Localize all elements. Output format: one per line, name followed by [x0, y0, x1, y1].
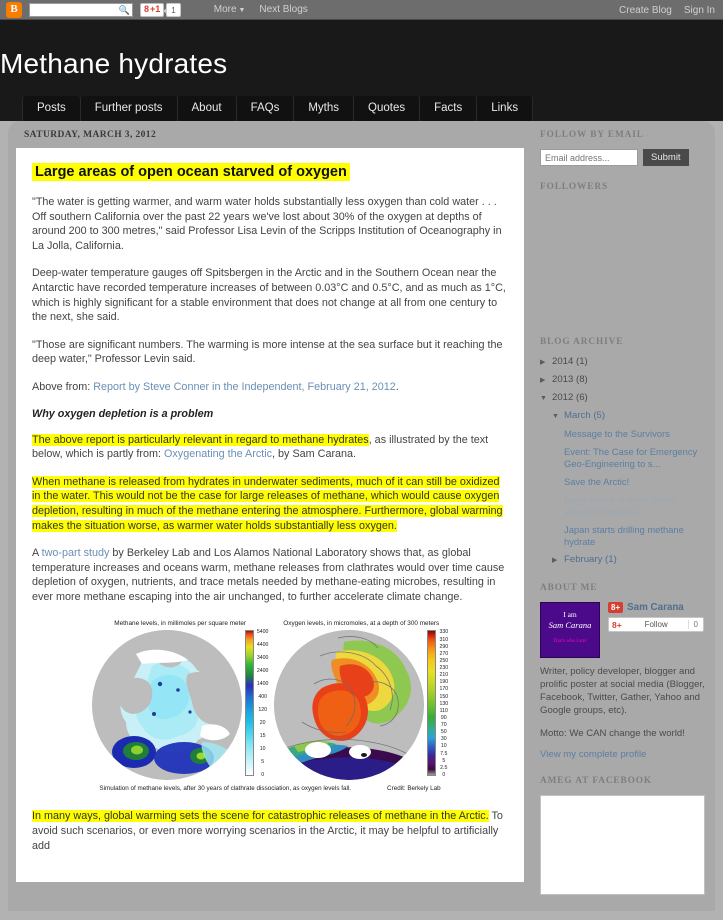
follow-label: Follow [644, 620, 668, 629]
followers-list [540, 201, 705, 321]
more-menu[interactable] [214, 4, 246, 15]
cbar-tick: 30 [440, 736, 447, 743]
widget-facebook [540, 776, 705, 895]
sign-in-link[interactable]: Sign In [683, 4, 715, 16]
gplus-icon: 8 [144, 4, 150, 14]
methane-colorbar [245, 630, 254, 776]
tab-myths[interactable]: Myths [294, 96, 354, 121]
cbar-tick: 310 [439, 636, 449, 643]
plusone-label: +1 [150, 4, 161, 14]
cbar-tick: 70 [440, 722, 447, 729]
follow-by-email-title: FOLLOW BY EMAIL [540, 130, 644, 140]
view-profile-link[interactable]: View my complete profile [540, 749, 647, 760]
author-bio: Writer, policy developer, blogger and prolific poster at social media (Blogger, Facebook, Twitter, Gather, Yahoo and Google groups, etc). [540, 666, 705, 716]
highlight-text-1: The above report is particularly relevant in regard to methane hydrates [32, 433, 369, 446]
cbar-tick: 7.5 [440, 750, 448, 757]
search-field[interactable] [29, 3, 133, 17]
cbar-tick: 190 [439, 679, 449, 686]
methane-globe [92, 630, 242, 780]
page-title: Methane hydrates [0, 48, 228, 79]
cbar-tick: 5 [261, 759, 265, 765]
plusone-count[interactable]: 1 [166, 3, 180, 17]
post-date: SATURDAY, MARCH 3, 2012 [24, 130, 157, 140]
oxygen-map-title: Oxygen levels, in micromoles, at a depth of 300 meters [283, 620, 440, 628]
tab-faqs[interactable]: FAQs [237, 96, 295, 121]
follow-button[interactable] [608, 617, 704, 632]
widget-follow-by-email [540, 130, 705, 166]
tab-posts[interactable]: Posts [22, 96, 81, 121]
cbar-tick: 400 [258, 694, 267, 701]
cbar-tick: 130 [439, 700, 449, 707]
chevron-down-icon[interactable]: ▼ [540, 395, 547, 402]
author-motto: Motto: We CAN change the world! [540, 728, 685, 739]
figure-credit: Credit: Berkely Lab [387, 785, 441, 793]
post-source-line [32, 380, 508, 395]
chevron-right-icon[interactable]: ▶ [540, 359, 546, 366]
tab-about[interactable]: About [178, 96, 237, 121]
post-paragraph-3: "Those are significant numbers. The warming is more intense at the sea surface but it reaching the deep water," Professor Levin said. [32, 338, 503, 366]
p5-end: , by Sam Carana. [272, 448, 357, 461]
tab-links[interactable]: Links [477, 96, 533, 121]
two-part-study-link[interactable]: two-part study [41, 547, 110, 560]
archive-post-current[interactable]: Large areas of open ocean starved of oxygen [564, 494, 677, 517]
author-name[interactable]: Sam Carana [627, 602, 684, 613]
post-paragraph-7 [32, 546, 508, 604]
archive-year-2014[interactable] [540, 356, 705, 369]
plusone-widget[interactable] [140, 3, 181, 17]
cbar-tick: 290 [439, 643, 449, 650]
methane-map-panel [92, 620, 269, 780]
archive-post-link[interactable]: Event: The Case for Emergency Geo-Engineering to s... [564, 446, 698, 469]
post-paragraph-8 [32, 809, 508, 853]
archive-month-february[interactable] [552, 554, 705, 567]
blog-post [16, 148, 524, 882]
followers-title: FOLLOWERS [540, 182, 609, 192]
gplus-icon: 8+ [608, 602, 623, 613]
next-blogs-link[interactable]: Next Blogs [259, 4, 308, 15]
search-input[interactable] [30, 4, 118, 16]
widget-followers [540, 182, 705, 321]
methane-map-title: Methane levels, in millimoles per square meter [114, 620, 247, 628]
p5-mid: , as illustrated by the text below, which is partly from: [32, 433, 489, 461]
archive-year-2012[interactable] [540, 392, 705, 405]
highlight-text-3: In many ways, global warming sets the scene for catastrophic releases of methane in the Arctic. [32, 810, 489, 823]
cbar-tick: 0 [261, 771, 265, 778]
post-figure [32, 620, 508, 795]
more-label: More [213, 4, 237, 15]
cbar-tick: 5400 [256, 629, 269, 636]
p7-b: by Berkeley Lab and Los Alamos National Laboratory shows that, as global temperature increases and oceans warm, methane releases from clathrates would over time cause depletion of oxygen, nutrients, and trace metals needed by methane-eating microbes, resulting in ever more methane escaping into the air unchanged, to further accelerate climate change. [32, 547, 505, 603]
cbar-tick: 1400 [256, 681, 269, 688]
widget-about-me [540, 583, 705, 760]
cbar-tick: 250 [439, 657, 449, 664]
post-paragraph-1: "The water is getting warmer, and warm water holds substantially less oxygen than cold water . . . Off southern California over the past 22 years we've lost about 30% of the oxygen at depths of around 200 to 300 metres," said Professor Lisa Levin of the Scripps Institution of Oceanography in La Jolla, California. [32, 196, 502, 252]
source-link[interactable]: Report by Steve Conner in the Independent, February 21, 2012 [93, 380, 396, 393]
cbar-tick: 15 [259, 733, 266, 740]
cbar-tick: 50 [440, 729, 447, 736]
cbar-tick: 270 [439, 650, 449, 657]
highlight-text-2: When methane is released from hydrates in underwater sediments, much of it can still be oxidized in the water. This would not be the case for large releases of methane, which would cause oxygen depletion, resulting in much of the methane entering the atmosphere. Furthermore, global warming makes the situation worse, as warmer water holds substantially less oxygen. [32, 475, 503, 532]
oxygenating-arctic-link[interactable]: Oxygenating the Arctic [164, 448, 273, 461]
post-paragraph-6 [32, 475, 508, 533]
blogger-icon[interactable] [6, 2, 22, 18]
submit-button[interactable]: Submit [643, 149, 689, 166]
source-prefix: Above from: [32, 380, 94, 393]
follow-count: 0 [688, 620, 703, 629]
chevron-down-icon: ▼ [236, 7, 246, 14]
email-field[interactable] [540, 149, 638, 166]
chevron-down-icon[interactable]: ▼ [552, 413, 559, 420]
main-column [8, 121, 532, 911]
p7-a: A [32, 547, 42, 560]
cbar-tick: 230 [439, 665, 449, 672]
figure-caption: Simulation of methane levels, after 30 years of clathrate dissociation, as oxygen levels fall. [99, 785, 352, 793]
methane-map-svg [92, 630, 242, 780]
archive-year-label[interactable]: 2012 (6) [552, 392, 588, 403]
cbar-tick: 110 [439, 707, 448, 714]
tab-further-posts[interactable]: Further posts [81, 96, 178, 121]
archive-year-2013[interactable] [540, 374, 705, 387]
cbar-tick: 10 [440, 743, 447, 750]
oxygen-globe [274, 630, 424, 780]
blog-header [0, 20, 723, 90]
archive-year-label[interactable]: 2014 (1) [552, 356, 588, 367]
post-paragraph-2: Deep-water temperature gauges off Spitsbergen in the Arctic and in the Southern Ocean near the Antarctic have recorded temperature increases of between 0.03°C and 0.5°C, and as much as 1°C, which is highly significant for a stable environment that does not change at all from one century to the next, she said. [32, 267, 506, 324]
cbar-tick: 2.5 [440, 764, 448, 771]
cbar-tick: 90 [440, 714, 447, 721]
cbar-tick: 3400 [256, 655, 269, 662]
cbar-tick: 210 [439, 672, 449, 679]
create-blog-link[interactable]: Create Blog [619, 4, 672, 16]
tab-quotes[interactable]: Quotes [354, 96, 420, 121]
tab-facts[interactable]: Facts [420, 96, 477, 121]
archive-post-link[interactable]: Save the Arctic! [564, 476, 630, 487]
cbar-tick: 170 [439, 686, 449, 693]
oxygen-map-svg [274, 630, 424, 780]
avatar-line-3: That's who I am! [553, 639, 587, 644]
cbar-tick: 10 [259, 746, 266, 753]
archive-month-label[interactable]: March (5) [564, 410, 606, 421]
archive-post-link[interactable]: Message to the Survivors [564, 428, 670, 439]
gplus-icon: 8+ [612, 619, 622, 630]
cbar-tick: 20 [259, 720, 266, 727]
blogger-navbar [0, 0, 723, 20]
avatar-line-1: I am [563, 610, 577, 619]
p8-rest: To avoid such scenarios, or even more worrying scenarios in the Arctic, it may be helpful to artificially add [32, 810, 503, 852]
search-icon[interactable]: 🔍 [118, 4, 130, 15]
facebook-embed[interactable] [540, 795, 705, 895]
archive-post-link[interactable]: Japan starts drilling methane hydrate [564, 524, 684, 547]
chevron-right-icon[interactable]: ▶ [552, 557, 558, 564]
chevron-right-icon[interactable]: ▶ [540, 377, 546, 384]
blog-archive-title: BLOG ARCHIVE [540, 337, 624, 347]
source-suffix: . [395, 380, 399, 393]
post-title: Large areas of open ocean starved of oxygen [32, 163, 350, 181]
about-me-title: ABOUT ME [540, 583, 598, 593]
cbar-tick: 120 [258, 707, 267, 714]
facebook-widget-title: AMEG AT FACEBOOK [540, 776, 653, 786]
blogger-logo-glyph: B [10, 3, 18, 15]
oxygen-colorbar-ticks [439, 630, 448, 778]
tab-bar [0, 90, 723, 121]
cbar-tick: 4400 [256, 642, 269, 649]
archive-year-label[interactable]: 2013 (8) [552, 374, 588, 385]
cbar-tick: 0 [442, 771, 446, 778]
sidebar [532, 121, 715, 911]
avatar-line-2: Sam Carana [548, 620, 592, 630]
archive-month-label[interactable]: February (1) [564, 554, 617, 565]
oxygen-map-panel [274, 620, 448, 780]
plusone-button[interactable] [140, 3, 164, 17]
avatar[interactable] [540, 602, 600, 658]
oxygen-colorbar [427, 630, 436, 776]
post-paragraph-5 [32, 433, 508, 462]
cbar-tick: 2400 [256, 668, 269, 675]
widget-blog-archive [540, 337, 705, 567]
cbar-tick: 150 [439, 693, 449, 700]
methane-colorbar-ticks [257, 630, 269, 778]
content-wrapper [8, 121, 715, 911]
archive-month-march[interactable] [552, 410, 705, 423]
post-subheading: Why oxygen depletion is a problem [32, 407, 214, 420]
cbar-tick: 5 [442, 757, 446, 764]
cbar-tick: 330 [439, 629, 449, 636]
